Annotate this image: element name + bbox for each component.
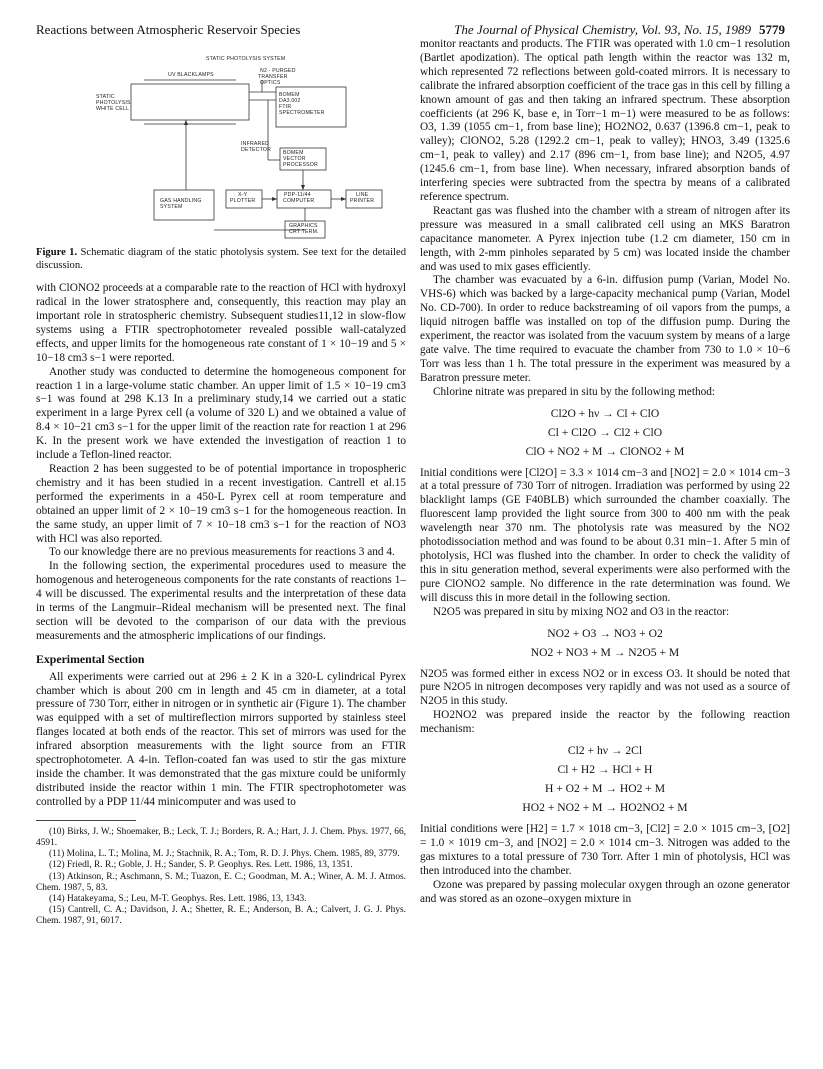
label-bomem: BOMEM: [279, 92, 300, 98]
figure-1: [36, 40, 406, 245]
paragraph: N2O5 was prepared in situ by mixing NO2 and O3 in the reactor:: [433, 605, 730, 618]
paragraph: Initial conditions were [Cl2O] = 3.3 × 1014 cm−3 and [NO2] = 2.0 × 1014 cm−3 at a total pressure of 730 Torr of nitrogen. Irradiation was performed by using 22 blacklight lamps (GE F40BLB) which surrounded the chamber coaxially. The fluorescent lamp provided the light source from 300 to 400 nm with the peak wavelength near 370 nm. The photolysis rate was measured by the NO2 photodissociation method and was found to be about 0.31 min−1. After 5 min of photolysis, HCl was flushed into the chamber. In order to check the validity of this in situ generation method, several experiments were also performed with the pure ClONO2 sample. No difference in the rate determination was found. We will discuss this in more detail in the following section.: [420, 466, 790, 604]
paragraph: HO2NO2 was prepared inside the reactor by the following reaction mechanism:: [420, 709, 790, 736]
footnote-rule: [36, 820, 136, 821]
label-plotter: PLOTTER: [230, 198, 256, 204]
label-system: SYSTEM: [160, 204, 183, 210]
page-number: 5779: [759, 22, 785, 37]
label-line: LINE: [356, 192, 369, 198]
footnote: (13) Atkinson, R.; Aschmann, S. M.; Tuazon, E. C.; Goodman, M. A.; Winer, A. M. J. Atmos. Chem. 1987, 5, 83.: [36, 871, 406, 893]
paragraph: The chamber was evacuated by a 6-in. diffusion pump (Varian, Model No. VHS-6) which was backed by a large-capacity mechanical pump (Varian, Model No. CD-700). In order to reduce backstreaming of oil vapors from the pumps, a liquid nitrogen baffle was installed on top of the diffusion pump. During the experiment, the reactor was isolated from the vacuum system by means of a large gate valve. The time required to evacuate the chamber from 730 to 1.0 × 10−6 Torr was less than 1 h. The total pressure in the experiment was measured by a Baratron pressure meter.: [420, 274, 790, 384]
paragraph: Reaction 2 has been suggested to be of potential importance in tropospheric chemistry and it has been studied in a recent investigation. Cantrell et al.15 performed the experiments in a 450-L Pyrex cell at room temperature and obtained an upper limit of 2 × 10−19 cm3 s−1 for the homogeneous reaction. In the same study, an upper limit of 7 × 10−18 cm3 s−1 for the reaction of NO3 with HCl was also reported.: [36, 462, 406, 545]
journal-citation: The Journal of Physical Chemistry, Vol. 93, No. 15, 1989: [454, 22, 751, 37]
equation: Cl2O + hν → Cl + ClO: [550, 406, 660, 420]
running-header-right: [454, 22, 785, 38]
label-processor: PROCESSOR: [283, 162, 318, 168]
label-crt: CRT TERM.: [289, 229, 319, 235]
footnote: (12) Friedl, R. R.; Goble, J. H.; Sander, S. P. Geophys. Res. Lett. 1986, 13, 1351.: [49, 860, 353, 871]
figure-title: STATIC PHOTOLYSIS SYSTEM: [206, 56, 286, 62]
paragraph: Reactant gas was flushed into the chamber with a stream of nitrogen after its pressure was measured in a small calibrated cell using an MKS Baratron capacitance manometer. A Pyrex injection tube (1.2 cm diameter, 150 cm in length, with 2-mm pinholes separated by 5 cm) was located inside the chamber and was used to mix gases efficiently.: [420, 204, 790, 273]
label-pdp: PDP-11/44: [284, 192, 311, 198]
label-bomem-2: BOMEM: [283, 150, 304, 156]
equation: NO2 + O3 → NO3 + O2: [547, 626, 663, 640]
figure-caption-text: Schematic diagram of the static photolysis system. See text for the detailed discussion.: [36, 247, 406, 271]
paragraph: To our knowledge there are no previous measurements for reactions 3 and 4.: [49, 546, 395, 559]
label-white-cell: WHITE CELL: [96, 106, 130, 112]
running-header-left: Reactions between Atmospheric Reservoir Species: [36, 22, 301, 37]
paragraph: Ozone was prepared by passing molecular oxygen through an ozone generator and was stored as an ozone–oxygen mixture in: [420, 878, 790, 905]
equation: Cl2 + hν → 2Cl: [567, 744, 643, 758]
paragraph: monitor reactants and products. The FTIR was operated with 1.0 cm−1 resolution (Bartlet apodization). The optical path length within the reactor was 132 m, which represented 72 reflections between gold-coated mirrors. It is necessary to calibrate the infrared absorption coefficient of the trace gas in this cell by filling a known amount of gas and then taking an infrared spectrum. These absorption coefficients (at 296 K, base e, in Torr−1 m−1) were measured to be as follows: O3, 1.39 (1055 cm−1, from base line); HO2NO2, 0.637 (1396.8 cm−1, peak to valley); ClONO2, 5.28 (1292.2 cm−1, peak to valley); HNO3, 3.49 (1325.6 cm−1, peak to valley) and 2.17 (896 cm−1, from base line); and N2O5, 4.97 (1245.6 cm−1, from base line). When necessary, infrared absorption bands of interfering species were subtracted from the spectra by means of a calibrated reference spectrum.: [420, 38, 790, 203]
schematic-diagram: [36, 40, 406, 245]
label-transfer: TRANSFER: [258, 74, 288, 80]
paragraph: Another study was conducted to determine the homogeneous component for reaction 1 in a large-volume static chamber. An upper limit of 1.5 × 10−19 cm3 s−1 was found at 298 K.13 In a preliminary study,14 we carried out a static experiment in a large Pyrex cell (a volume of 320 L) and we obtained a value of 8.4 × 10−21 cm3 s−1 for the upper limit of the reaction rate for reaction 1 at 296 K. In the present work we have extended the investigation of reaction 1 to include a Teflon-lined reactor.: [36, 365, 406, 462]
label-photolysis: PHOTOLYSIS: [96, 100, 131, 106]
figure-caption: [36, 247, 406, 272]
label-detector: DETECTOR: [241, 147, 272, 153]
left-column: [36, 40, 406, 928]
paragraph: All experiments were carried out at 296 ± 2 K in a 320-L cylindrical Pyrex chamber which is about 200 cm in length and 45 cm in diameter, at a total pressure of 730 Torr, either in nitrogen or in synthetic air (Figure 1). The chamber was equipped with a set of multireflection mirrors supported by stainless steel flanges located at both ends of the reactor. This set of mirrors was used for the infrared absorption measurements with the light source from an FTIR spectrophotometer. A 4-in. Teflon-coated fan was used to stir the gas mixture inside the chamber. It was demonstrated that the gas mixture could be uniformly distributed inside the reactor within 1 min. The FTIR spectrophotometer was controlled by a PDP 11/44 minicomputer and was used to: [36, 670, 406, 808]
label-static: STATIC: [96, 94, 115, 100]
label-xy: X-Y: [238, 192, 248, 198]
label-uv-blacklamps: UV BLACKLAMPS: [168, 72, 214, 78]
equation: Cl + H2 → HCl + H: [557, 763, 653, 777]
footnote: (10) Birks, J. W.; Shoemaker, B.; Leck, T. J.; Borders, R. A.; Hart, J. J. Chem. Phys. 1977, 66, 4591.: [36, 826, 406, 848]
label-da3: DA3.002: [279, 98, 301, 104]
paragraph: In the following section, the experimental procedures used to measure the homogenous and heterogeneous components for the rate constants of reactions 1–4 will be discussed. The experimental results and the interpretation of these data in terms of the Langmuir–Rideal mechanism will be presented next. The final section will be devoted to the comparison of our data with the previous measurements and the atmospheric implications of our findings.: [36, 560, 406, 642]
equation-block-n2o5: [420, 624, 790, 662]
equation: HO2 + NO2 + M → HO2NO2 + M: [522, 801, 688, 815]
equation: NO2 + NO3 + M → N2O5 + M: [530, 645, 680, 659]
footnote: (15) Cantrell, C. A.; Davidson, J. A.; Shetter, R. E.; Anderson, B. A.; Calvert, J. G. J. Phys. Chem. 1987, 91, 6017.: [36, 905, 406, 927]
label-optics: OPTICS: [260, 80, 281, 86]
footnote: (14) Hatakeyama, S.; Leu, M-T. Geophys. Res. Lett. 1986, 13, 1343.: [49, 893, 307, 904]
label-vector: VECTOR: [283, 156, 306, 162]
equation-block-chlorine-nitrate: [420, 404, 790, 461]
label-gas-handling: GAS HANDLING: [160, 198, 202, 204]
right-column: [420, 38, 790, 907]
equation: H + O2 + M → HO2 + M: [544, 782, 666, 796]
label-spectrometer: SPECTROMETER: [279, 110, 325, 116]
paragraph: Chlorine nitrate was prepared in situ by the following method:: [433, 385, 716, 398]
paragraph: N2O5 was formed either in excess NO2 or in excess O3. It should be noted that pure N2O5 in nitrogen decomposes very rapidly and was not used as a source of N2O5 in this study.: [420, 667, 790, 708]
equation: Cl + Cl2O → Cl2 + ClO: [547, 425, 663, 439]
equation-block-ho2no2: [420, 741, 790, 817]
section-heading: Experimental Section: [36, 651, 145, 666]
paragraph: with ClONO2 proceeds at a comparable rate to the reaction of HCl with hydroxyl radical in the lower stratosphere and, consequently, this reaction may play an important role in stratospheric chemistry. Subsequent studies11,12 in slow-flow systems using a FTIR spectrophotometer revealed possible wall-catalyzed effects, and upper limits for the homogeneous rate constant of 1 × 10−19 and 5 × 10−18 cm3 s−1 were reported.: [36, 282, 406, 364]
footnote: (11) Molina, L. T.; Molina, M. J.; Stachnik, R. A.; Tom, R. D. J. Phys. Chem. 1985, 89, 3779.: [49, 849, 400, 860]
equation: ClO + NO2 + M → ClONO2 + M: [525, 444, 685, 458]
paragraph: Initial conditions were [H2] = 1.7 × 1018 cm−3, [Cl2] = 2.0 × 1015 cm−3, [O2] = 1.0 × 1019 cm−3, and [NO2] = 2.0 × 1014 cm−3. Nitrogen was added to the gas mixtures to a total pressure of 730 Torr. After 1 min of photolysis, HCl was then introduced into the chamber.: [420, 823, 790, 877]
label-computer: COMPUTER: [283, 198, 315, 204]
figure-caption-label: Figure 1.: [36, 247, 78, 258]
label-ftir: FTIR: [279, 104, 292, 110]
label-printer: PRINTER: [350, 198, 375, 204]
label-n2-purged: N2 - PURGED: [260, 68, 296, 74]
label-graphics: GRAPHICS: [289, 223, 318, 229]
label-infrared: INFRARED: [241, 141, 270, 147]
white-cell-box: [131, 84, 249, 120]
